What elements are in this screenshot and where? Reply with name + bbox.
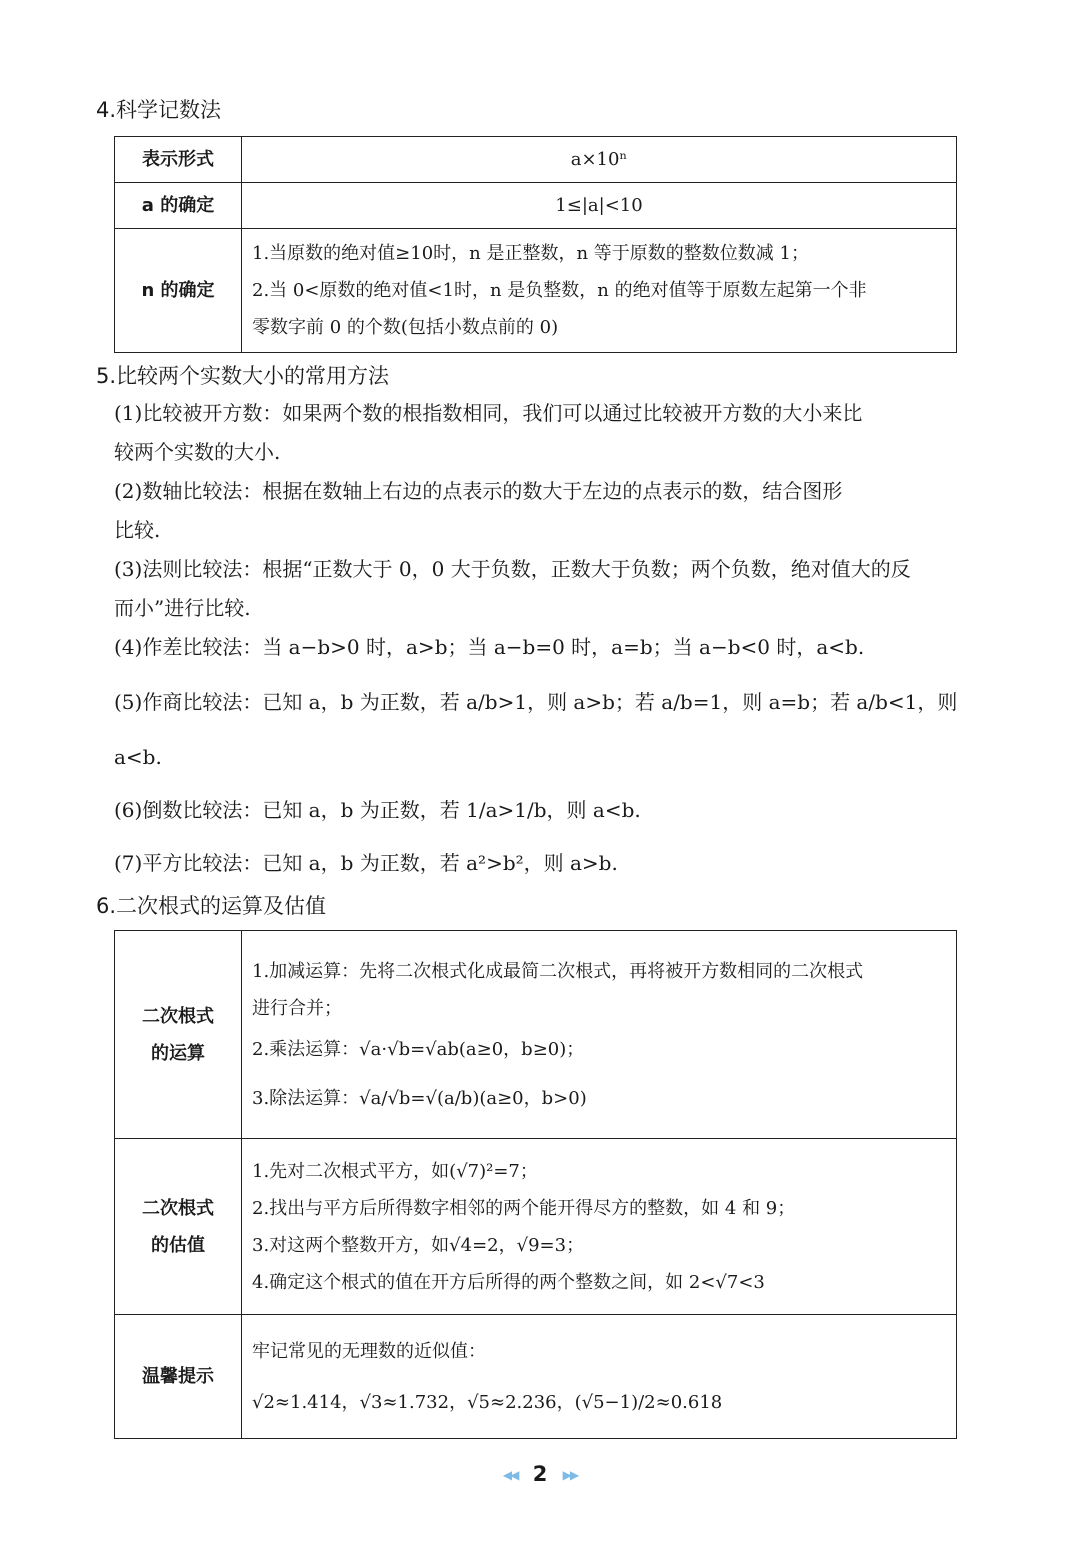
row-content-n bbox=[242, 229, 957, 353]
row-head-a: a 的确定 bbox=[115, 183, 242, 229]
prev-arrows-icon: ◀◀ bbox=[502, 1468, 518, 1482]
text-line: √2≈1.414，√3≈1.732，√5≈2.236，(√5−1)/2≈0.618 bbox=[252, 1391, 723, 1413]
page-number: 2 bbox=[532, 1462, 548, 1486]
text-line: (2)数轴比较法：根据在数轴上右边的点表示的数大于左边的点表示的数，结合图形 bbox=[114, 479, 843, 503]
table-row bbox=[115, 229, 957, 353]
text-line: (4)作差比较法：当 a−b>0 时，a>b；当 a−b=0 时，a=b；当 a−b<0 时，a<b. bbox=[114, 635, 865, 659]
text-line: (3)法则比较法：根据“正数大于 0，0 大于负数，正数大于负数；两个负数，绝对值大的反 bbox=[114, 557, 911, 581]
comparison-methods bbox=[114, 394, 959, 883]
head-line: 二次根式 bbox=[142, 1005, 214, 1027]
row-head-n: n 的确定 bbox=[115, 229, 242, 353]
page-footer bbox=[0, 1462, 1080, 1486]
text-line: 3.对这两个整数开方，如√4=2，√9=3； bbox=[252, 1234, 585, 1256]
text-line: 零数字前 0 的个数(包括小数点前的 0) bbox=[252, 317, 559, 338]
radical-table bbox=[114, 930, 957, 1439]
text-line: a<b. bbox=[114, 745, 162, 769]
text-line: 1.加减运算：先将二次根式化成最简二次根式，再将被开方数相同的二次根式 bbox=[252, 960, 864, 982]
table-row bbox=[115, 183, 957, 229]
row-content-form: a×10ⁿ bbox=[242, 137, 957, 183]
text-line: 2.乘法运算：√a·√b=√ab(a≥0，b≥0)； bbox=[252, 1038, 585, 1060]
section-5-title: 5.比较两个实数大小的常用方法 bbox=[96, 364, 390, 388]
text-line: 1.当原数的绝对值≥10时，n 是正整数，n 等于原数的整数位数减 1； bbox=[252, 243, 809, 264]
table-row bbox=[115, 1315, 957, 1439]
sci-notation-table bbox=[114, 136, 957, 353]
row-head-tip: 温馨提示 bbox=[115, 1315, 242, 1439]
row-content-estimation bbox=[242, 1139, 957, 1315]
head-line: 的运算 bbox=[151, 1042, 205, 1064]
section-6-title: 6.二次根式的运算及估值 bbox=[96, 894, 327, 918]
row-content-tip bbox=[242, 1315, 957, 1439]
head-line: 二次根式 bbox=[142, 1197, 214, 1219]
table-row bbox=[115, 931, 957, 1139]
text-line: 比较. bbox=[114, 518, 161, 542]
row-content-operations bbox=[242, 931, 957, 1139]
text-line: (1)比较被开方数：如果两个数的根指数相同，我们可以通过比较被开方数的大小来比 bbox=[114, 401, 863, 425]
text-line: 2.当 0<原数的绝对值<1时，n 是负整数，n 的绝对值等于原数左起第一个非 bbox=[252, 280, 867, 301]
text-line: 而小”进行比较. bbox=[114, 596, 251, 620]
text-line: 牢记常见的无理数的近似值： bbox=[252, 1340, 486, 1362]
text-line: (5)作商比较法：已知 a，b 为正数，若 a/b>1，则 a>b；若 a/b=1，则 a=b；若 a/b<1，则 bbox=[114, 690, 958, 714]
table-row bbox=[115, 1139, 957, 1315]
table-row bbox=[115, 137, 957, 183]
text-line: 2.找出与平方后所得数字相邻的两个能开得尽方的整数，如 4 和 9； bbox=[252, 1197, 796, 1219]
text-line: 进行合并； bbox=[252, 997, 342, 1019]
row-head-estimation bbox=[115, 1139, 242, 1315]
row-head-form: 表示形式 bbox=[115, 137, 242, 183]
text-line: (7)平方比较法：已知 a，b 为正数，若 a²>b²，则 a>b. bbox=[114, 851, 618, 875]
row-content-a: 1≤|a|<10 bbox=[242, 183, 957, 229]
head-line: 的估值 bbox=[151, 1234, 205, 1256]
text-line: 较两个实数的大小. bbox=[114, 440, 281, 464]
text-line: (6)倒数比较法：已知 a，b 为正数，若 1/a>1/b，则 a<b. bbox=[114, 798, 641, 822]
next-arrows-icon: ▶▶ bbox=[562, 1468, 578, 1482]
text-line: 4.确定这个根式的值在开方后所得的两个整数之间，如 2<√7<3 bbox=[252, 1271, 765, 1293]
section-4-title: 4.科学记数法 bbox=[96, 98, 222, 122]
text-line: 3.除法运算：√a/√b=√(a/b)(a≥0，b>0) bbox=[252, 1087, 587, 1109]
row-head-operations bbox=[115, 931, 242, 1139]
text-line: 1.先对二次根式平方，如(√7)²=7； bbox=[252, 1160, 538, 1182]
